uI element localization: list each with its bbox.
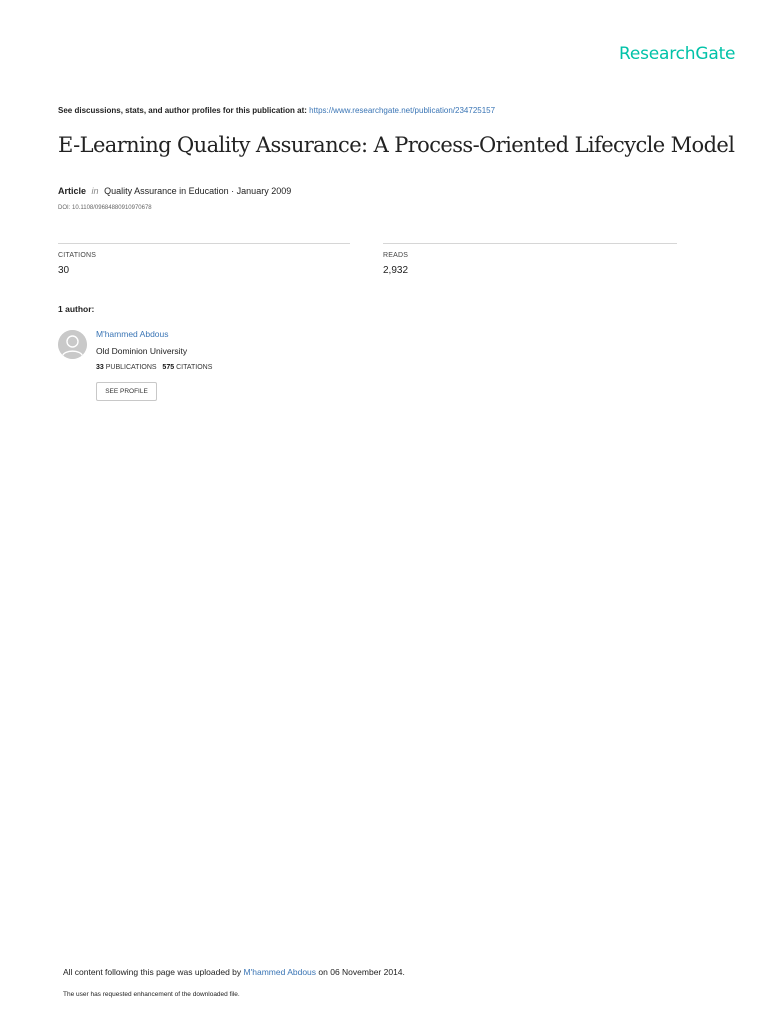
upload-notice-suffix: on 06 November 2014. — [318, 967, 405, 977]
citations-label: CITATIONS — [58, 252, 97, 259]
publication-type: Article — [58, 186, 87, 196]
author-citations-label: CITATIONS — [176, 364, 213, 371]
avatar[interactable] — [58, 330, 87, 359]
author-publications-label: PUBLICATIONS — [105, 364, 157, 371]
reads-value: 2,932 — [383, 265, 409, 276]
user-silhouette-icon — [58, 330, 87, 359]
author-publications-count: 33 — [96, 364, 104, 371]
reads-label: READS — [383, 252, 409, 259]
in-word: in — [91, 186, 99, 196]
upload-notice — [63, 967, 405, 977]
enhancement-note: The user has requested enhancement of the downloaded file. — [63, 991, 240, 998]
see-profile-button[interactable]: SEE PROFILE — [96, 382, 157, 401]
intro-text: See discussions, stats, and author profiles for this publication at: — [58, 106, 307, 115]
authors-heading: 1 author: — [58, 304, 95, 314]
doi: DOI: 10.1108/09684880910970678 — [58, 205, 152, 211]
citations-divider — [58, 243, 350, 244]
uploader-link[interactable]: M'hammed Abdous — [243, 967, 317, 977]
date-separator: · — [231, 186, 235, 196]
publication-title: E-Learning Quality Assurance: A Process-Oriented Lifecycle Model — [58, 133, 735, 157]
citations-value: 30 — [58, 265, 70, 276]
author-stats — [96, 364, 212, 371]
publication-meta — [58, 186, 291, 196]
publication-url-link[interactable]: https://www.researchgate.net/publication/234725157 — [309, 106, 496, 115]
researchgate-logo[interactable]: ResearchGate — [619, 44, 736, 64]
intro-line — [58, 106, 495, 115]
upload-notice-prefix: All content following this page was uploaded by — [63, 967, 242, 977]
author-name-link[interactable]: M'hammed Abdous — [96, 329, 169, 339]
journal-name: Quality Assurance in Education — [104, 186, 229, 196]
author-citations-count: 575 — [162, 364, 175, 371]
publication-date: January 2009 — [236, 186, 292, 196]
reads-divider — [383, 243, 677, 244]
author-institution: Old Dominion University — [96, 346, 188, 356]
